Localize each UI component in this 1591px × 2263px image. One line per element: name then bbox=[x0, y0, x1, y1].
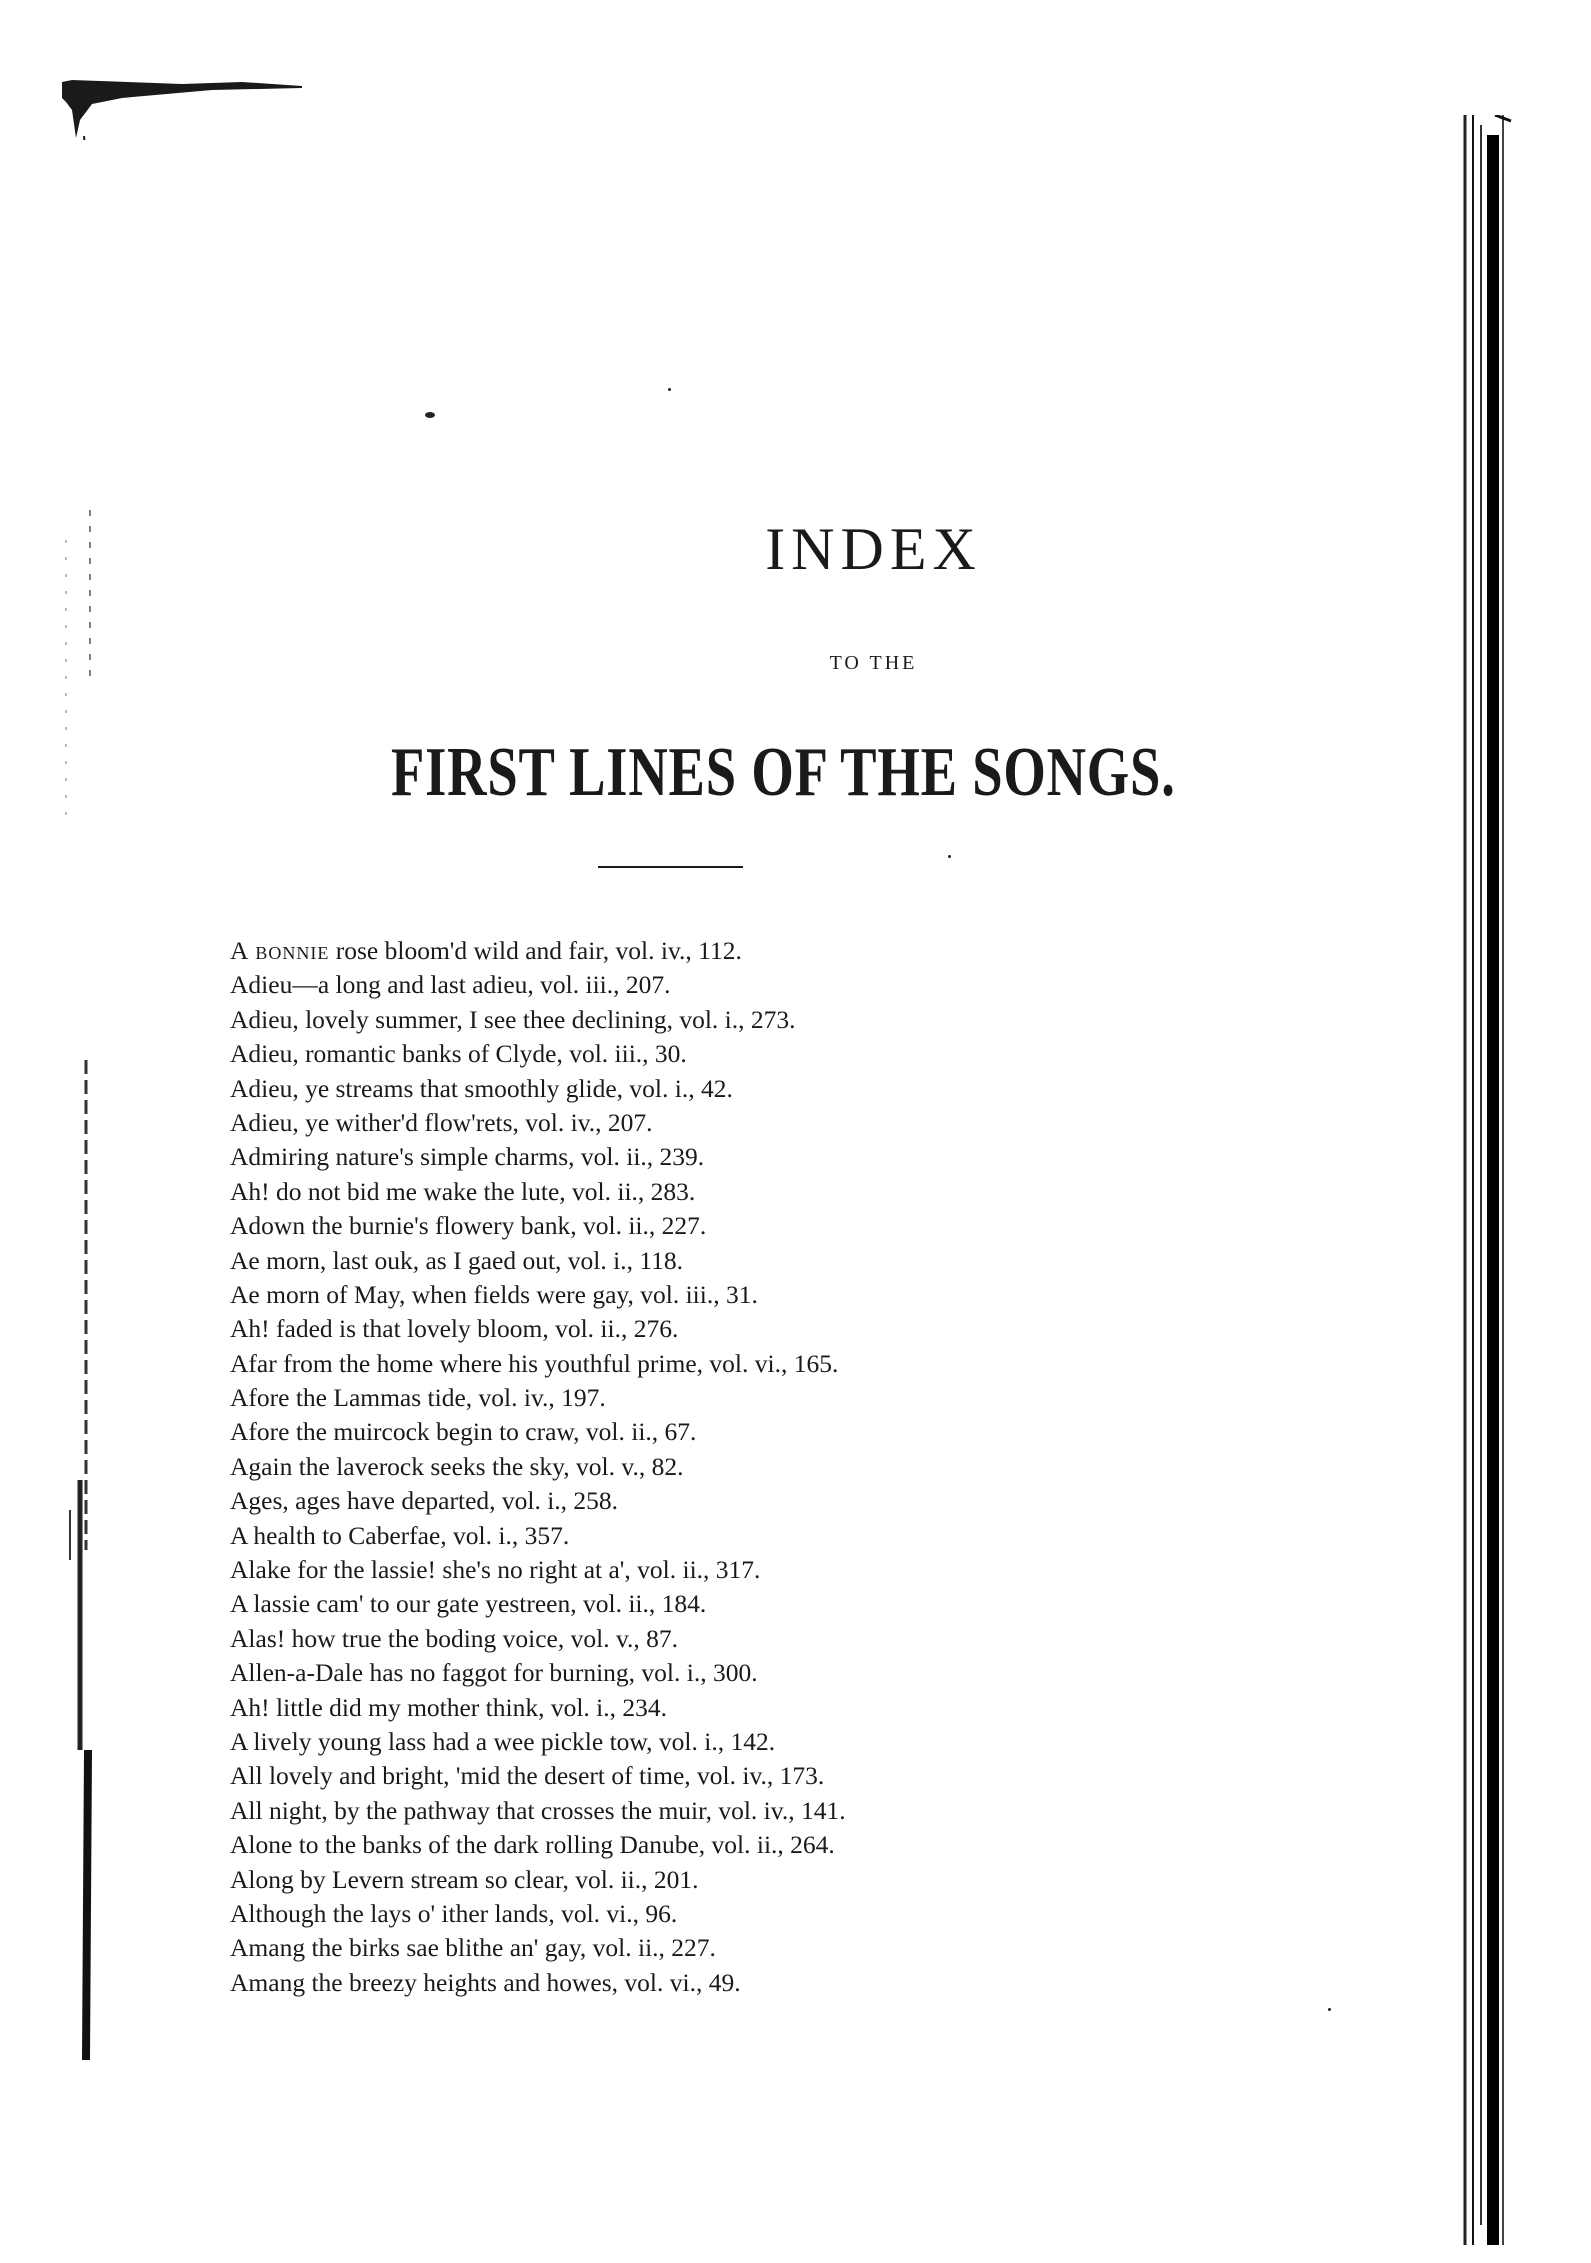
left-edge-streaks bbox=[60, 500, 100, 2120]
list-item bbox=[230, 1072, 846, 1106]
entry-text: Adieu, ye wither'd flow'rets, vol. iv., 207. bbox=[230, 1107, 653, 1137]
entry-text: Admiring nature's simple charms, vol. ii., 239. bbox=[230, 1142, 705, 1172]
right-binding-edge bbox=[1455, 115, 1515, 2245]
entry-text: All night, by the pathway that crosses the muir, vol. iv., 141. bbox=[230, 1795, 846, 1825]
entry-text: Although the lays o' ither lands, vol. vi., 96. bbox=[230, 1898, 678, 1928]
list-item bbox=[230, 1003, 846, 1037]
list-item bbox=[230, 1587, 846, 1621]
entry-text: Adown the burnie's flowery bank, vol. ii., 227. bbox=[230, 1211, 707, 1241]
entry-text: Ah! do not bid me wake the lute, vol. ii., 283. bbox=[230, 1176, 696, 1206]
ink-speck bbox=[1328, 2008, 1331, 2011]
entry-text: Ages, ages have departed, vol. i., 258. bbox=[230, 1486, 619, 1516]
list-item bbox=[230, 1656, 846, 1690]
list-item bbox=[230, 1622, 846, 1656]
entry-text: Ah! little did my mother think, vol. i., 234. bbox=[230, 1692, 668, 1722]
entry-text: Alas! how true the boding voice, vol. v., 87. bbox=[230, 1623, 679, 1653]
list-item bbox=[230, 1828, 846, 1862]
entry-text: Alake for the lassie! she's no right at a', vol. ii., 317. bbox=[230, 1555, 761, 1585]
entry-text: Adieu—a long and last adieu, vol. iii., 207. bbox=[230, 970, 671, 1000]
list-item bbox=[230, 1931, 846, 1965]
heading-rule bbox=[598, 866, 743, 868]
list-item bbox=[230, 1725, 846, 1759]
entry-text: Adieu, ye streams that smoothly glide, vol. i., 42. bbox=[230, 1073, 733, 1103]
entry-text: A lively young lass had a wee pickle tow, vol. i., 142. bbox=[230, 1726, 776, 1756]
entry-text: Afore the muircock begin to craw, vol. ii., 67. bbox=[230, 1417, 697, 1447]
list-item bbox=[230, 1519, 846, 1553]
entry-lead: A bonnie bbox=[230, 936, 330, 965]
list-item bbox=[230, 1312, 846, 1346]
list-item bbox=[230, 1209, 846, 1243]
list-item bbox=[230, 934, 846, 968]
list-item bbox=[230, 1175, 846, 1209]
list-item bbox=[230, 1140, 846, 1174]
entry-text: Afar from the home where his youthful prime, vol. vi., 165. bbox=[230, 1348, 839, 1378]
first-lines-list bbox=[230, 934, 846, 2000]
corner-ink-blot bbox=[62, 80, 312, 140]
entry-text: Ah! faded is that lovely bloom, vol. ii., 276. bbox=[230, 1314, 679, 1344]
entry-text: Again the laverock seeks the sky, vol. v., 82. bbox=[230, 1451, 684, 1481]
list-item bbox=[230, 1037, 846, 1071]
list-item bbox=[230, 1759, 846, 1793]
ink-speck bbox=[425, 412, 435, 418]
entry-text: All lovely and bright, 'mid the desert of time, vol. iv., 173. bbox=[230, 1761, 825, 1791]
list-item bbox=[230, 1244, 846, 1278]
entry-text: Ae morn, last ouk, as I gaed out, vol. i., 118. bbox=[230, 1245, 684, 1275]
list-item bbox=[230, 1794, 846, 1828]
entry-text: Ae morn of May, when fields were gay, vol. iii., 31. bbox=[230, 1279, 758, 1309]
entry-text: Adieu, lovely summer, I see thee declining, vol. i., 273. bbox=[230, 1004, 796, 1034]
list-item bbox=[230, 1484, 846, 1518]
list-item bbox=[230, 1278, 846, 1312]
entry-text: Afore the Lammas tide, vol. iv., 197. bbox=[230, 1383, 606, 1413]
list-item bbox=[230, 1381, 846, 1415]
list-item bbox=[230, 1347, 846, 1381]
entry-text: Along by Levern stream so clear, vol. ii., 201. bbox=[230, 1864, 699, 1894]
ink-speck bbox=[668, 388, 671, 391]
list-item bbox=[230, 1450, 846, 1484]
list-item bbox=[230, 1415, 846, 1449]
list-item bbox=[230, 1553, 846, 1587]
list-item bbox=[230, 1106, 846, 1140]
entry-text: A lassie cam' to our gate yestreen, vol. ii., 184. bbox=[230, 1589, 707, 1619]
list-item bbox=[230, 968, 846, 1002]
ink-speck bbox=[948, 855, 951, 858]
list-item bbox=[230, 1897, 846, 1931]
list-item bbox=[230, 1966, 846, 2000]
index-subtitle: TO THE bbox=[829, 652, 918, 674]
entry-text: Amang the birks sae blithe an' gay, vol. ii., 227. bbox=[230, 1933, 716, 1963]
entry-text: Adieu, romantic banks of Clyde, vol. iii., 30. bbox=[230, 1039, 687, 1069]
entry-text: Alone to the banks of the dark rolling Danube, vol. ii., 264. bbox=[230, 1830, 835, 1860]
entry-text: Allen-a-Dale has no faggot for burning, vol. i., 300. bbox=[230, 1658, 758, 1688]
entry-text: Amang the breezy heights and howes, vol. vi., 49. bbox=[230, 1967, 741, 1997]
index-heading: FIRST LINES OF THE SONGS. bbox=[390, 734, 1176, 811]
entry-text: A health to Caberfae, vol. i., 357. bbox=[230, 1520, 570, 1550]
entry-text: rose bloom'd wild and fair, vol. iv., 112. bbox=[329, 936, 742, 965]
list-item bbox=[230, 1863, 846, 1897]
list-item bbox=[230, 1691, 846, 1725]
index-title: INDEX bbox=[765, 516, 982, 582]
